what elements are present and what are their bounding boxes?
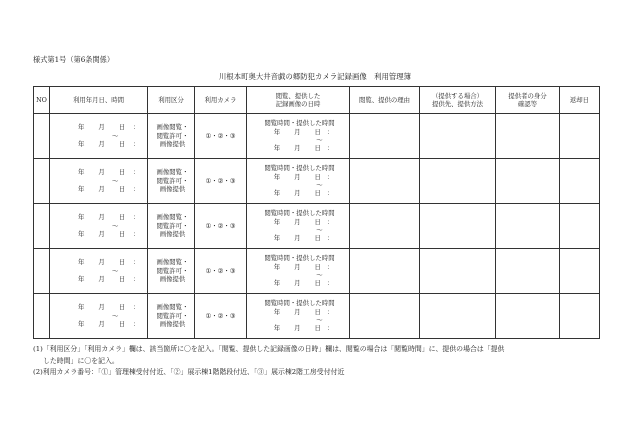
cell-category[interactable]: [148, 294, 195, 339]
range-wave: ～: [316, 316, 323, 324]
cell-reason[interactable]: [350, 159, 420, 204]
view-start: [250, 308, 349, 316]
month-label: 月: [294, 217, 301, 226]
cell-identity[interactable]: [496, 249, 560, 294]
view-end: [250, 279, 349, 287]
cell-view-time[interactable]: [247, 204, 350, 249]
category-provide: 画像提供: [159, 320, 186, 329]
form-number: 様式第1号（第6条関係）: [33, 55, 115, 64]
day-label: 日: [314, 144, 321, 153]
range-wave: ～: [112, 311, 119, 320]
month-label: 月: [294, 262, 301, 271]
cell-view-time[interactable]: [247, 159, 350, 204]
month-label: 月: [98, 320, 105, 329]
day-label: 日: [118, 275, 126, 284]
colon-label: ：: [326, 144, 334, 153]
year-label: 年: [78, 275, 85, 284]
cell-date[interactable]: [50, 159, 148, 204]
range-wave: ～: [112, 221, 119, 230]
date-start: [50, 258, 147, 266]
category-permit: 閲覧許可・: [156, 311, 189, 320]
day-label: 日: [118, 230, 126, 239]
month-label: 月: [98, 140, 105, 149]
table-row: [34, 249, 600, 294]
view-time-label: 閲覧時間・提供した時間: [264, 254, 335, 263]
cell-view-time[interactable]: [247, 249, 350, 294]
view-start: [250, 218, 349, 226]
range-wave: ～: [316, 181, 323, 189]
category-view: 画像閲覧・: [156, 123, 189, 132]
year-label: 年: [273, 324, 281, 333]
range-wave: ～: [316, 271, 323, 279]
category-view: 画像閲覧・: [156, 213, 189, 222]
cell-no[interactable]: [34, 114, 50, 159]
view-end: [250, 189, 349, 197]
cell-no[interactable]: [34, 249, 50, 294]
cell-camera[interactable]: [195, 114, 247, 159]
colon-label: ：: [326, 324, 334, 333]
header-identity: [496, 87, 560, 114]
range-wave: ～: [112, 176, 119, 185]
cell-no[interactable]: [34, 294, 50, 339]
header-reason: 閲覧、提供の理由: [350, 87, 420, 114]
cell-date[interactable]: [50, 249, 148, 294]
range-wave: ～: [112, 131, 119, 140]
day-label: 日: [314, 172, 321, 181]
cell-no[interactable]: [34, 204, 50, 249]
view-time-label: 閲覧時間・提供した時間: [264, 209, 335, 218]
year-label: 年: [78, 258, 85, 267]
header-identity-line1: 提供者の身分: [508, 91, 547, 100]
date-start: [50, 213, 147, 221]
date-start: [50, 303, 147, 311]
colon-label: ：: [133, 168, 140, 177]
cell-provide-to[interactable]: [420, 204, 496, 249]
view-time-label: 閲覧時間・提供した時間: [264, 299, 335, 308]
header-identity-line2: 確認等: [517, 100, 538, 108]
view-start: [250, 263, 349, 271]
month-label: 月: [294, 324, 301, 333]
month-label: 月: [294, 127, 301, 136]
header-view-time-line1: 閲覧、提供した: [275, 91, 321, 100]
table-row: [34, 159, 600, 204]
year-label: 年: [78, 168, 85, 177]
category-view: 画像閲覧・: [156, 303, 189, 312]
cell-category[interactable]: [148, 159, 195, 204]
day-label: 日: [314, 234, 321, 243]
colon-label: ：: [133, 185, 140, 194]
notes: [33, 344, 603, 379]
month-label: 月: [294, 279, 301, 288]
header-date: 利用年月日、時間: [50, 87, 148, 114]
month-label: 月: [98, 230, 105, 239]
day-label: 日: [314, 217, 321, 226]
cell-identity[interactable]: [496, 294, 560, 339]
note-1: (1)「利用区分」「利用カメラ」欄は、該当箇所に〇を記入。「閲覧、提供した記録画像の日時」欄は、閲覧の場合は「閲覧時間」に、提供の場合は「提供: [33, 345, 505, 353]
cell-category[interactable]: [148, 114, 195, 159]
cell-identity[interactable]: [496, 159, 560, 204]
range-wave: ～: [316, 136, 323, 144]
date-end: [50, 275, 147, 283]
view-start: [250, 173, 349, 181]
month-label: 月: [98, 258, 105, 267]
view-start: [250, 128, 349, 136]
category-permit: 閲覧許可・: [156, 221, 189, 230]
day-label: 日: [118, 320, 126, 329]
header-provide-to-line1: （提供する場合）: [431, 91, 484, 100]
date-end: [50, 185, 147, 193]
colon-label: ：: [133, 320, 140, 329]
cell-camera[interactable]: [195, 294, 247, 339]
category-provide: 画像提供: [159, 185, 186, 194]
cell-reason[interactable]: [350, 114, 420, 159]
date-range: [50, 123, 147, 148]
date-range: [50, 168, 147, 193]
range-wave: ～: [316, 226, 323, 234]
cell-camera[interactable]: [195, 204, 247, 249]
colon-label: ：: [326, 262, 334, 271]
month-label: 月: [294, 189, 301, 198]
colon-label: ：: [326, 234, 334, 243]
colon-label: ：: [133, 230, 140, 239]
category-view: 画像閲覧・: [156, 258, 189, 267]
category-permit: 閲覧許可・: [156, 131, 189, 140]
cell-camera[interactable]: [195, 159, 247, 204]
cell-return-date[interactable]: [560, 204, 600, 249]
table-row: [34, 294, 600, 339]
header-provide-to-line2: 提供先、提供方法: [431, 100, 484, 108]
view-end: [250, 144, 349, 152]
page-title: 川根本町奥大井音戯の郷防犯カメラ記録画像 利用管理簿: [218, 72, 412, 81]
cell-identity[interactable]: [496, 114, 560, 159]
cell-date[interactable]: [50, 294, 148, 339]
year-label: 年: [273, 144, 281, 153]
cell-return-date[interactable]: [560, 294, 600, 339]
cell-date[interactable]: [50, 204, 148, 249]
camera-options: ①・②・③: [205, 311, 236, 320]
table-body: [34, 114, 600, 339]
day-label: 日: [118, 303, 126, 312]
date-start: [50, 168, 147, 176]
colon-label: ：: [326, 307, 334, 316]
cell-identity[interactable]: [496, 204, 560, 249]
header-view-time-line2: 記録画像の日時: [275, 100, 321, 108]
camera-options: ①・②・③: [205, 221, 236, 230]
cell-return-date[interactable]: [560, 114, 600, 159]
colon-label: ：: [326, 217, 334, 226]
cell-reason[interactable]: [350, 249, 420, 294]
view-time-label: 閲覧時間・提供した時間: [264, 164, 335, 173]
year-label: 年: [273, 279, 281, 288]
year-label: 年: [78, 123, 85, 132]
year-label: 年: [273, 234, 281, 243]
note-2: (2)利用カメラ番号：「①」管理棟受付付近、「②」展示棟1階階段付近、「③」展示棟2階工房受付付近: [33, 368, 345, 376]
header-return-date: 返却日: [560, 87, 600, 114]
header-category: 利用区分: [148, 87, 195, 114]
month-label: 月: [294, 172, 301, 181]
date-end: [50, 320, 147, 328]
date-range: [50, 258, 147, 283]
cell-provide-to[interactable]: [420, 294, 496, 339]
year-label: 年: [273, 262, 281, 271]
year-label: 年: [273, 172, 281, 181]
day-label: 日: [118, 258, 126, 267]
day-label: 日: [118, 123, 126, 132]
view-time-label: 閲覧時間・提供した時間: [264, 119, 335, 128]
colon-label: ：: [326, 172, 334, 181]
cell-category[interactable]: [148, 249, 195, 294]
cell-camera[interactable]: [195, 249, 247, 294]
view-end: [250, 324, 349, 332]
colon-label: ：: [326, 127, 334, 136]
month-label: 月: [98, 185, 105, 194]
cell-provide-to[interactable]: [420, 249, 496, 294]
colon-label: ：: [133, 275, 140, 284]
cell-date[interactable]: [50, 114, 148, 159]
cell-reason[interactable]: [350, 204, 420, 249]
year-label: 年: [273, 127, 281, 136]
month-label: 月: [98, 123, 105, 132]
day-label: 日: [118, 213, 126, 222]
cell-category[interactable]: [148, 204, 195, 249]
camera-options: ①・②・③: [205, 266, 236, 275]
category-provide: 画像提供: [159, 230, 186, 239]
cell-no[interactable]: [34, 159, 50, 204]
month-label: 月: [294, 144, 301, 153]
cell-return-date[interactable]: [560, 249, 600, 294]
year-label: 年: [78, 320, 85, 329]
day-label: 日: [314, 262, 321, 271]
year-label: 年: [78, 230, 85, 239]
table-row: [34, 114, 600, 159]
date-range: [50, 213, 147, 238]
colon-label: ：: [326, 279, 334, 288]
year-label: 年: [78, 140, 85, 149]
day-label: 日: [314, 324, 321, 333]
year-label: 年: [273, 189, 281, 198]
header-provide-to: [420, 87, 496, 114]
day-label: 日: [118, 185, 126, 194]
cell-return-date[interactable]: [560, 159, 600, 204]
month-label: 月: [98, 275, 105, 284]
day-label: 日: [118, 140, 126, 149]
header-camera: 利用カメラ: [195, 87, 247, 114]
category-permit: 閲覧許可・: [156, 266, 189, 275]
colon-label: ：: [133, 123, 140, 132]
header-no: NO: [34, 87, 50, 114]
table-row: [34, 204, 600, 249]
range-wave: ～: [112, 266, 119, 275]
note-1-continued: した時間」に〇を記入。: [43, 356, 119, 365]
category-provide: 画像提供: [159, 275, 186, 284]
cell-view-time[interactable]: [247, 294, 350, 339]
year-label: 年: [78, 185, 85, 194]
day-label: 日: [314, 127, 321, 136]
month-label: 月: [294, 234, 301, 243]
view-end: [250, 234, 349, 242]
category-provide: 画像提供: [159, 140, 186, 149]
cell-provide-to[interactable]: [420, 159, 496, 204]
usage-log-table: [33, 86, 600, 339]
year-label: 年: [273, 217, 281, 226]
date-range: [50, 303, 147, 328]
colon-label: ：: [133, 140, 140, 149]
camera-options: ①・②・③: [205, 131, 236, 140]
date-end: [50, 230, 147, 238]
month-label: 月: [98, 168, 105, 177]
header-row: [34, 87, 600, 114]
camera-options: ①・②・③: [205, 176, 236, 185]
header-view-time: [247, 87, 350, 114]
day-label: 日: [314, 189, 321, 198]
category-view: 画像閲覧・: [156, 168, 189, 177]
day-label: 日: [314, 279, 321, 288]
year-label: 年: [273, 307, 281, 316]
colon-label: ：: [326, 189, 334, 198]
date-start: [50, 123, 147, 131]
category-permit: 閲覧許可・: [156, 176, 189, 185]
date-end: [50, 140, 147, 148]
colon-label: ：: [133, 213, 140, 222]
month-label: 月: [294, 307, 301, 316]
colon-label: ：: [133, 303, 140, 312]
year-label: 年: [78, 213, 85, 222]
cell-view-time[interactable]: [247, 114, 350, 159]
month-label: 月: [98, 213, 105, 222]
cell-reason[interactable]: [350, 294, 420, 339]
colon-label: ：: [133, 258, 140, 267]
year-label: 年: [78, 303, 85, 312]
cell-provide-to[interactable]: [420, 114, 496, 159]
day-label: 日: [118, 168, 126, 177]
month-label: 月: [98, 303, 105, 312]
day-label: 日: [314, 307, 321, 316]
